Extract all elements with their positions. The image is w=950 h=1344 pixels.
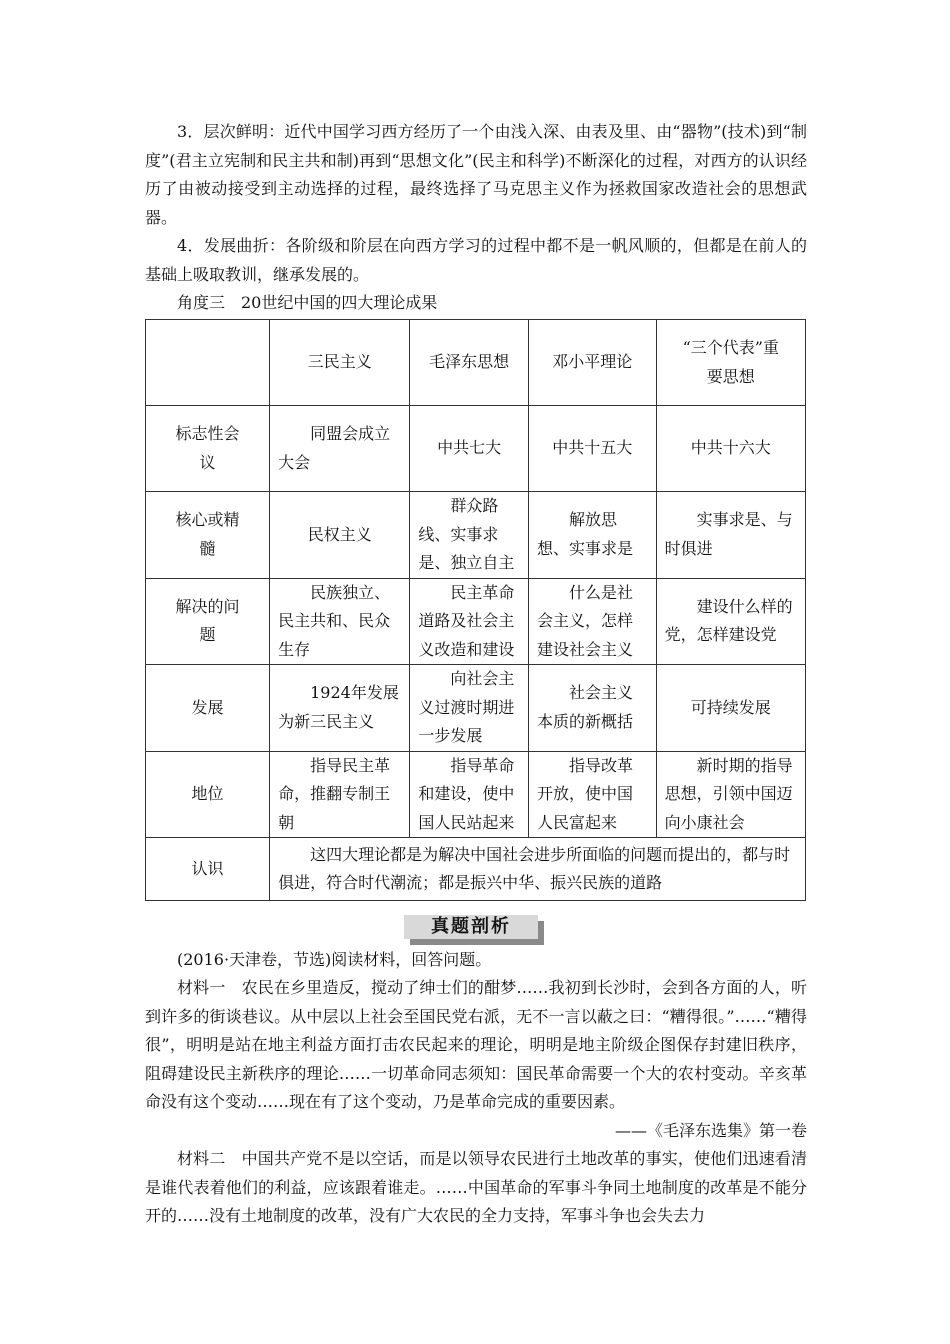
table-cell: 建设什么样的党，怎样建设党 <box>656 578 805 665</box>
table-cell: 民权主义 <box>270 492 410 579</box>
angle-heading: 角度三 20世纪中国的四大理论成果 <box>177 293 438 312</box>
table-row <box>146 578 806 665</box>
material-two: 材料二 中国共产党不是以空话，而是以领导农民进行土地改革的事实，使他们迅速看清是谁代表着他们的利益，应该跟着谁走。……中国革命的军事斗争同土地制度的改革是不能分开的……没有土地制度的改革，没有广大农民的全力支持，军事斗争也会失去力 <box>145 1149 807 1225</box>
table-cell: 可持续发展 <box>656 665 805 752</box>
table-cell: 民主革命道路及社会主义改造和建设 <box>410 578 529 665</box>
table-header-row <box>146 320 806 406</box>
table-row <box>146 665 806 752</box>
table-cell: 社会主义本质的新概括 <box>528 665 656 752</box>
table-corner-cell <box>146 320 270 406</box>
material-one: 材料一 农民在乡里造反，搅动了绅士们的酣梦……我初到长沙时，会到各方面的人，听到许多的街谈巷议。从中层以上社会至国民党右派，无不一言以蔽之曰：“糟得很。”……“糟得很”，明明是站在地主利益方面打击农民起来的理论，明明是地主阶级企图保存封建旧秩序，阻碍建设民主新秩序的理论……一切革命同志须知：国民革命需要一个大的农村变动。辛亥革命没有这个变动……现在有了这个变动，乃是革命完成的重要因素。 <box>145 978 807 1111</box>
row-label: 认识 <box>146 838 270 901</box>
table-cell: 民族独立、民主共和、民众生存 <box>270 578 410 665</box>
row-label: 解决的问题 <box>146 578 270 665</box>
paragraph-4: 4．发展曲折：各阶级和阶层在向西方学习的过程中都不是一帆风顺的，但都是在前人的基础上吸取教训，继承发展的。 <box>145 236 807 284</box>
table-cell: 解放思想、实事求是 <box>528 492 656 579</box>
table-row <box>146 492 806 579</box>
table-cell: 指导革命和建设，使中国人民站起来 <box>410 751 529 838</box>
table-cell: 同盟会成立大会 <box>270 406 410 492</box>
table-cell: 指导民主革命，推翻专制王朝 <box>270 751 410 838</box>
row-label: 标志性会议 <box>146 406 270 492</box>
section-banner <box>404 915 544 945</box>
table-cell: 什么是社会主义，怎样建设社会主义 <box>528 578 656 665</box>
question-source: (2016·天津卷，节选)阅读材料，回答问题。 <box>177 950 492 969</box>
theory-table <box>145 319 806 901</box>
row-label: 地位 <box>146 751 270 838</box>
table-header: 邓小平理论 <box>528 320 656 406</box>
table-cell: 中共七大 <box>410 406 529 492</box>
table-header: 三民主义 <box>270 320 410 406</box>
table-cell: 群众路线、实事求是、独立自主 <box>410 492 529 579</box>
table-cell: 中共十五大 <box>528 406 656 492</box>
material-one-source: ——《毛泽东选集》第一卷 <box>614 1121 807 1140</box>
table-row <box>146 751 806 838</box>
row-label: 发展 <box>146 665 270 752</box>
paragraph-3: 3．层次鲜明：近代中国学习西方经历了一个由浅入深、由表及里、由“器物”(技术)到“制度”(君主立宪制和民主共和制)再到“思想文化”(民主和科学)不断深化的过程，对西方的认识经历了由被动接受到主动选择的过程，最终选择了马克思主义作为拯救国家改造社会的思想武器。 <box>145 122 807 227</box>
table-cell: 中共十六大 <box>656 406 805 492</box>
table-summary-row <box>146 838 806 901</box>
row-label: 核心或精髓 <box>146 492 270 579</box>
banner-title: 真题剖析 <box>404 915 538 939</box>
table-cell: 向社会主义过渡时期进一步发展 <box>410 665 529 752</box>
table-row <box>146 406 806 492</box>
table-header: 毛泽东思想 <box>410 320 529 406</box>
table-cell: 指导改革开放，使中国人民富起来 <box>528 751 656 838</box>
table-header: “三个代表”重要思想 <box>656 320 805 406</box>
table-cell: 新时期的指导思想，引领中国迈向小康社会 <box>656 751 805 838</box>
table-cell: 1924年发展为新三民主义 <box>270 665 410 752</box>
table-cell: 实事求是、与时俱进 <box>656 492 805 579</box>
summary-cell: 这四大理论都是为解决中国社会进步所面临的问题而提出的，都与时俱进，符合时代潮流；都是振兴中华、振兴民族的道路 <box>270 838 806 901</box>
